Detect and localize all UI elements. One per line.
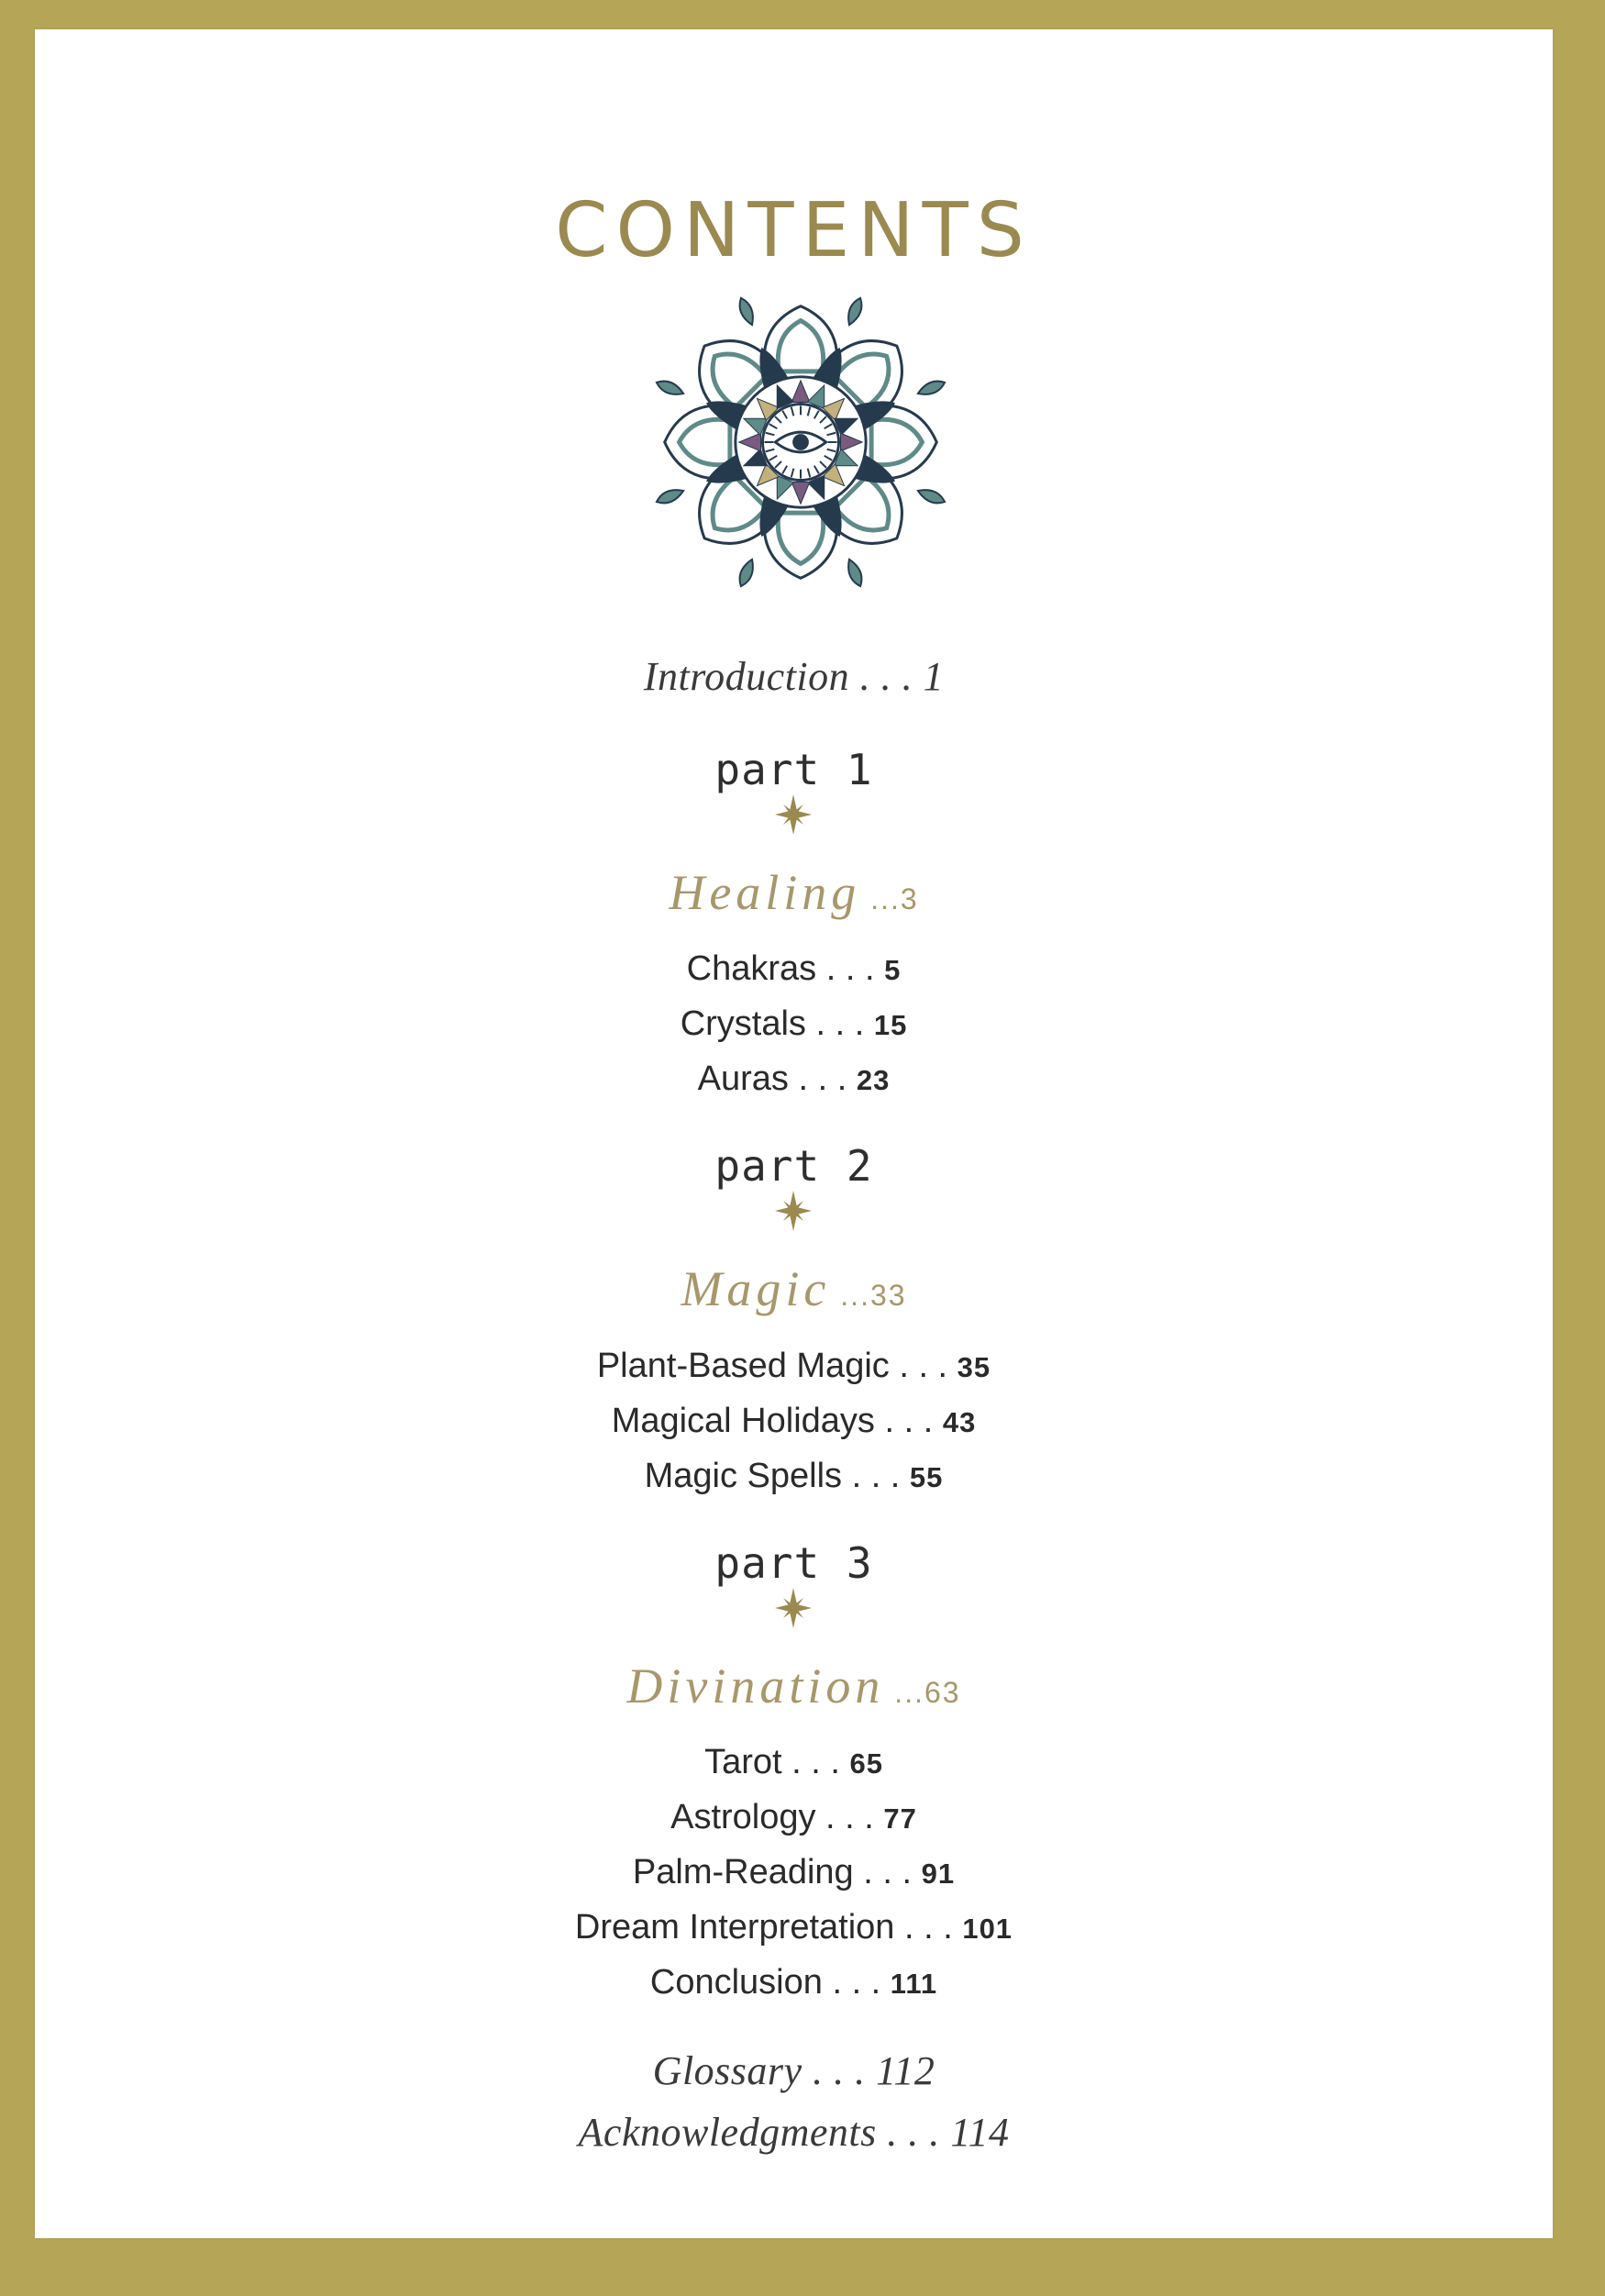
part-3-label: part 3 xyxy=(714,1538,873,1588)
entry-label: Astrology xyxy=(670,1798,816,1836)
entry-label: Magical Holidays xyxy=(611,1402,875,1440)
toc-entry[interactable]: Auras . . . 23 xyxy=(697,1059,891,1098)
toc-entry-acknowledgments[interactable]: Acknowledgments . . . 114 xyxy=(578,2110,1010,2155)
entry-page: 65 xyxy=(849,1747,883,1780)
entry-label: Magic Spells xyxy=(644,1457,843,1495)
section-heading-divination[interactable] xyxy=(35,1658,1553,1714)
chapter-list-part-2 xyxy=(35,1339,1553,1504)
entry-page: 23 xyxy=(856,1064,891,1096)
entry-label: Introduction xyxy=(643,654,850,699)
star-divider-icon xyxy=(771,1189,815,1233)
part-2-label: part 2 xyxy=(714,1141,873,1191)
entry-page: 77 xyxy=(883,1802,917,1835)
entry-page: 114 xyxy=(950,2110,1010,2155)
toc-entry[interactable]: Magical Holidays . . . 43 xyxy=(611,1402,977,1440)
entry-label: Palm-Reading xyxy=(632,1853,854,1891)
section-title: Healing xyxy=(669,865,861,920)
entry-label: Crystals xyxy=(680,1004,806,1043)
section-page: ...33 xyxy=(830,1279,907,1312)
toc-entry[interactable]: Magic Spells . . . 55 xyxy=(644,1457,944,1495)
chapter-list-part-1 xyxy=(35,942,1553,1107)
mandala-eye-icon xyxy=(642,283,959,601)
toc-entry[interactable]: Crystals . . . 15 xyxy=(680,1004,908,1043)
toc-entry[interactable]: Astrology . . . 77 xyxy=(670,1798,917,1836)
entry-dots: . . . xyxy=(849,654,924,699)
toc-entry[interactable]: Dream Interpretation . . . 101 xyxy=(574,1908,1013,1947)
chapter-list-part-3 xyxy=(35,1736,1553,2011)
entry-label: Plant-Based Magic xyxy=(596,1347,890,1385)
entry-page: 5 xyxy=(884,954,902,986)
star-divider-icon xyxy=(771,1586,815,1630)
entry-label: Chakras xyxy=(686,949,817,988)
entry-page: 43 xyxy=(942,1406,977,1438)
section-page: ...63 xyxy=(884,1676,961,1709)
contents-page xyxy=(35,29,1553,2238)
entry-label: Conclusion xyxy=(649,1963,823,2002)
entry-page: 111 xyxy=(890,1968,938,2000)
entry-page: 15 xyxy=(873,1009,908,1041)
section-page: ...3 xyxy=(860,882,919,915)
entry-page: 101 xyxy=(962,1913,1013,1945)
entry-page: 35 xyxy=(957,1351,991,1383)
section-title: Divination xyxy=(626,1658,885,1714)
entry-label: Dream Interpretation xyxy=(574,1908,895,1947)
entry-page: 1 xyxy=(923,654,945,699)
section-title: Magic xyxy=(681,1261,831,1316)
part-1-label: part 1 xyxy=(714,745,873,794)
section-heading-healing[interactable] xyxy=(35,864,1553,921)
toc-entry[interactable]: Palm-Reading . . . 91 xyxy=(632,1853,956,1891)
toc-entry[interactable]: Conclusion . . . 111 xyxy=(649,1963,938,2002)
entry-label: Auras xyxy=(697,1059,789,1098)
page-title: CONTENTS xyxy=(555,187,1033,274)
entry-page: 91 xyxy=(921,1858,956,1890)
section-heading-magic[interactable] xyxy=(35,1260,1553,1317)
toc-entry[interactable]: Tarot . . . 65 xyxy=(704,1743,883,1781)
toc-entry-glossary[interactable]: Glossary . . . 112 xyxy=(652,2048,935,2093)
entry-page: 55 xyxy=(909,1461,944,1493)
toc-entry[interactable]: Plant-Based Magic . . . 35 xyxy=(596,1347,991,1385)
entry-label: Glossary xyxy=(652,2048,802,2093)
entry-label: Acknowledgments xyxy=(578,2110,877,2155)
entry-label: Tarot xyxy=(704,1743,782,1781)
entry-page: 112 xyxy=(876,2048,935,2093)
star-divider-icon xyxy=(771,793,815,837)
toc-entry[interactable]: Chakras . . . 5 xyxy=(686,949,902,988)
toc-entry-introduction[interactable] xyxy=(35,653,1553,700)
